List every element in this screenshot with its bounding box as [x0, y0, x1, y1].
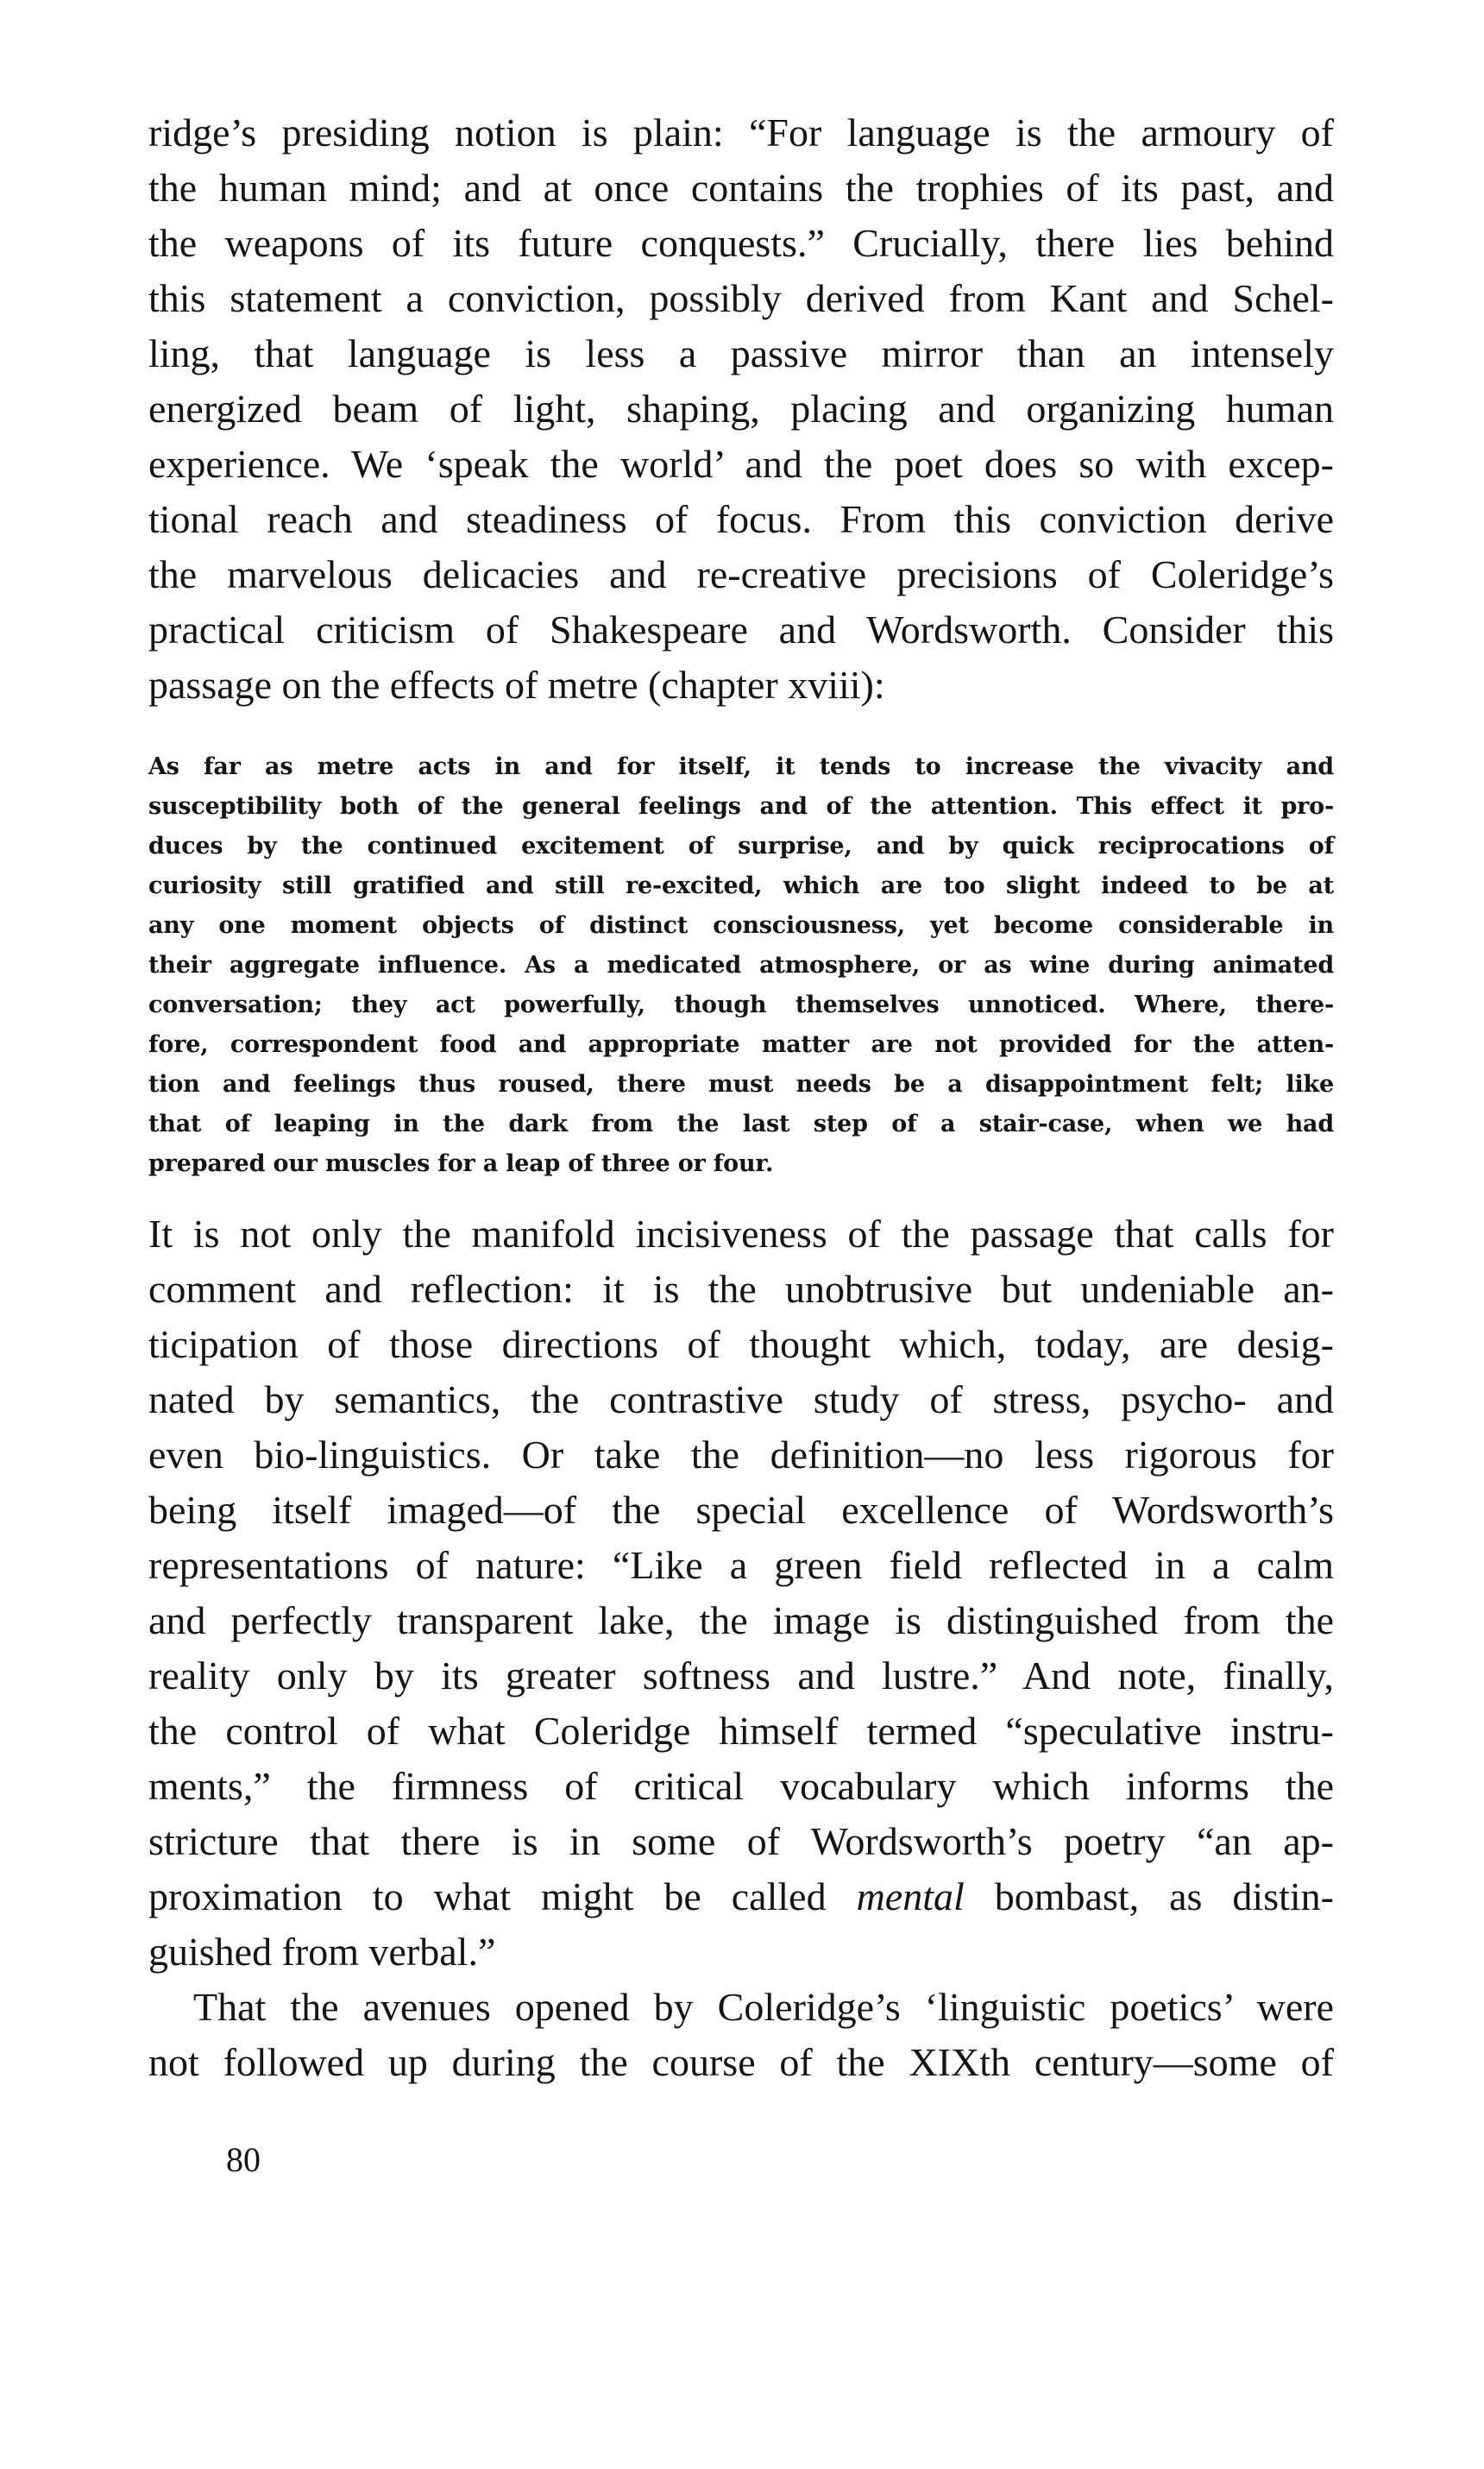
- text-line: being itself imaged—of the special excellence of Wordsworth’s: [148, 1488, 1334, 1532]
- italic-word: mental: [856, 1874, 965, 1918]
- text-line: ticipation of those directions of thought which, today, are desig-: [148, 1322, 1334, 1366]
- text-line: ridge’s presiding notion is plain: “For language is the armoury of: [148, 110, 1334, 154]
- text-run: bombast, as distin-: [964, 1874, 1334, 1918]
- text-line: energized beam of light, shaping, placing and organizing human: [148, 387, 1334, 431]
- text-line: comment and reflection: it is the unobtrusive but undeniable an-: [148, 1267, 1334, 1311]
- quote-line: their aggregate influence. As a medicated atmosphere, or as wine during animated: [148, 952, 1334, 979]
- text-line: ling, that language is less a passive mirror than an intensely: [148, 331, 1334, 375]
- quote-line: any one moment objects of distinct consciousness, yet become considerable in: [148, 912, 1334, 939]
- quote-line: that of leaping in the dark from the last step of a stair-case, when we had: [148, 1111, 1334, 1137]
- text-line: tional reach and steadiness of focus. From this conviction derive: [148, 497, 1334, 541]
- quote-line: prepared our muscles for a leap of three or four.: [148, 1150, 774, 1177]
- quote-line: susceptibility both of the general feelings and of the attention. This effect it pro-: [148, 793, 1334, 820]
- block-quote: [148, 747, 1334, 1184]
- quote-line: curiosity still gratified and still re-excited, which are too slight indeed to be at: [148, 872, 1334, 899]
- text-line: the control of what Coleridge himself termed “speculative instru-: [148, 1709, 1334, 1753]
- text-line: even bio-linguistics. Or take the definition—no less rigorous for: [148, 1433, 1334, 1477]
- quote-line: duces by the continued excitement of surprise, and by quick reciprocations of: [148, 833, 1334, 860]
- text-line: That the avenues opened by Coleridge’s ‘linguistic poetics’ were: [193, 1985, 1334, 2029]
- quote-line: As far as metre acts in and for itself, it tends to increase the vivacity and: [148, 753, 1334, 780]
- text-line: the human mind; and at once contains the trophies of its past, and: [148, 166, 1334, 210]
- text-line: representations of nature: “Like a green field reflected in a calm: [148, 1543, 1334, 1587]
- text-line: reality only by its greater softness and lustre.” And note, finally,: [148, 1653, 1334, 1697]
- text-line: and perfectly transparent lake, the image is distinguished from the: [148, 1598, 1334, 1642]
- text-line: nated by semantics, the contrastive study of stress, psycho- and: [148, 1377, 1334, 1421]
- text-line: ments,” the firmness of critical vocabulary which informs the: [148, 1764, 1334, 1808]
- quote-line: fore, correspondent food and appropriate matter are not provided for the atten-: [148, 1031, 1334, 1058]
- text-line: practical criticism of Shakespeare and Wordsworth. Consider this: [148, 608, 1334, 652]
- text-line: this statement a conviction, possibly derived from Kant and Schel-: [148, 276, 1334, 320]
- text-line: not followed up during the course of the XIXth century—some of: [148, 2040, 1334, 2084]
- text-line: It is not only the manifold incisiveness of the passage that calls for: [148, 1212, 1334, 1256]
- page-number: 80: [226, 2140, 261, 2179]
- text-run: proximation to what might be called: [148, 1874, 857, 1918]
- text-line: [148, 1869, 1334, 1924]
- paragraph-main: [148, 1206, 1334, 2090]
- text-line: guished from verbal.”: [148, 1930, 496, 1974]
- quote-line: conversation; they act powerfully, though themselves unnoticed. Where, there-: [148, 992, 1334, 1018]
- text-line: experience. We ‘speak the world’ and the poet does so with excep-: [148, 442, 1334, 486]
- text-line: stricture that there is in some of Wordsworth’s poetry “an ap-: [148, 1819, 1334, 1863]
- quote-line: tion and feelings thus roused, there must needs be a disappointment felt; like: [148, 1071, 1334, 1098]
- text-line: the marvelous delicacies and re-creative precisions of Coleridge’s: [148, 552, 1334, 596]
- paragraph-top: [148, 105, 1334, 713]
- text-line: the weapons of its future conquests.” Crucially, there lies behind: [148, 221, 1334, 265]
- text-line: passage on the effects of metre (chapter xviii):: [148, 663, 885, 707]
